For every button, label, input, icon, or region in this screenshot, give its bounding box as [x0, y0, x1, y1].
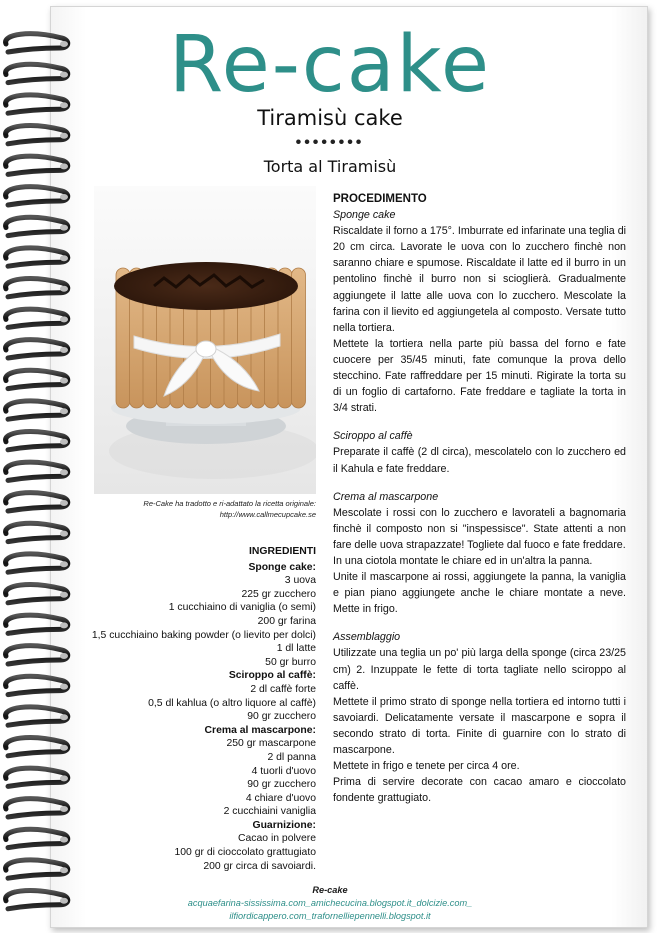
binding-hole — [60, 316, 68, 322]
paragraph: Utilizzate una teglia un po' più larga della sponge (circa 23/25 cm) 2. Inzuppate le fette di torta tagliate nello sciroppo al caffè. — [333, 647, 626, 692]
binding-hole — [60, 133, 68, 139]
footer-brand: Re-cake — [312, 885, 348, 895]
section-heading: Sciroppo al caffè: — [228, 670, 316, 682]
spiral-ring — [6, 401, 68, 419]
ingredient-item: Cacao in polvere — [238, 833, 316, 845]
ingredient-item: 1 dl latte — [276, 643, 316, 655]
section-title: Crema al mascarpone — [333, 490, 439, 503]
spiral-ring — [6, 860, 68, 878]
paragraph: Preparate il caffè (2 dl circa), mescolatelo con lo zucchero ed il Kahula e fate freddare. — [333, 446, 626, 475]
spiral-ring — [6, 585, 68, 603]
spiral-ring — [6, 248, 68, 266]
ingredients-heading: INGREDIENTI — [249, 546, 316, 557]
ingredient-item: 4 chiare d'uovo — [245, 792, 316, 804]
paragraph: In una ciotola montate le chiare ed in un'altra la panna. — [333, 554, 593, 567]
spiral-ring — [6, 646, 68, 664]
binding-hole — [60, 194, 68, 200]
spiral-ring — [6, 309, 68, 327]
ingredients-list — [60, 545, 316, 873]
spiral-ring — [6, 707, 68, 725]
spiral-ring — [6, 523, 68, 541]
ingredient-group — [60, 683, 316, 724]
ingredient-item: 90 gr zucchero — [247, 711, 316, 723]
ingredient-item: 90 gr zucchero — [247, 779, 316, 791]
tiramisu-cake-image — [94, 186, 316, 494]
paragraph: Mettete la tortiera nella parte più bassa del forno e fate cuocere per 35/45 minuti, fate comunque la prova dello stecchino. Fate raffreddare per 15 minuti. Rigirate la torta su di un foglio di cartaforno. Fate freddare e tagliate la torta in 3/4 strati. — [333, 337, 626, 415]
procedure-heading: PROCEDIMENTO — [333, 193, 427, 205]
spiral-ring — [6, 370, 68, 388]
spiral-ring — [6, 340, 68, 358]
spiral-ring — [6, 156, 68, 174]
caption-link: http://www.callmecupcake.se — [219, 510, 316, 519]
ingredient-item: 250 gr mascarpone — [226, 738, 316, 750]
spiral-ring — [6, 217, 68, 235]
ingredient-item: 1 cucchiaino di vaniglia (o semi) — [168, 602, 316, 614]
ingredient-item: 200 gr farina — [257, 615, 316, 627]
paragraph: Mettete il primo strato di sponge nella tortiera ed intorno tutti i savoiardi. Delicatamente versate il mascarpone e sopra il secondo strato di torta. Finite di guarnire con lo strato di mascarpone. — [333, 695, 626, 756]
ingredient-item: 100 gr di cioccolato grattugiato — [174, 847, 316, 859]
spiral-ring — [6, 462, 68, 480]
paragraph: Mettete in frigo e tenete per circa 4 ore. — [333, 760, 520, 773]
ingredient-item: 0,5 dl kahlua (o altro liquore al caffè) — [148, 697, 316, 709]
paragraph: Riscaldate il forno a 175°. Imburrate ed infarinate una teglia di 20 cm circa. Lavorate le uova con lo zucchero finchè non saranno chiare e spumose. Riscaldate il latte ed il burro in un pentolino finchè il burro non si scioglierà. Gradualmente aggiungete il latte alle uova con lo zucchero. Mescolate la farina con il lievito ed aggiungetela al composto. Versate tutto nella tortiera. — [333, 225, 627, 334]
title-divider-dots: •••••••• — [295, 134, 365, 151]
ingredient-item: 2 cucchiaini vaniglia — [223, 806, 316, 818]
ingredient-group — [60, 737, 316, 819]
section-title: Assemblaggio — [333, 631, 401, 644]
spiral-ring — [6, 676, 68, 694]
spiral-ring — [6, 829, 68, 847]
spiral-ring — [6, 95, 68, 113]
spiral-ring — [6, 64, 68, 82]
spiral-ring — [6, 799, 68, 817]
cake-photo — [94, 186, 316, 494]
spiral-ring — [6, 493, 68, 511]
logo-recake: Re-cake — [169, 20, 491, 110]
paragraph: Unite il mascarpone ai rossi, aggiungete la panna, la vaniglia e pian piano aggiungete anche le chiare montate a neve. Mette in frigo. — [333, 571, 626, 616]
ingredient-item: 50 gr burro — [265, 656, 316, 668]
spiral-ring — [6, 279, 68, 297]
recipe-title: Tiramisù cake — [257, 106, 403, 130]
binding-hole — [60, 378, 68, 384]
binding-hole — [60, 531, 68, 537]
binding-hole — [60, 163, 68, 169]
binding-hole — [60, 286, 68, 292]
ingredient-item: 4 tuorli d'uovo — [251, 765, 316, 777]
spiral-ring — [6, 554, 68, 572]
binding-hole — [60, 225, 68, 231]
procedure-text — [333, 191, 626, 806]
ingredient-item: 200 gr circa di savoiardi. — [203, 860, 316, 872]
spiral-ring — [6, 768, 68, 786]
section-heading: Sponge cake: — [248, 561, 316, 573]
section-heading: Crema al mascarpone: — [204, 724, 316, 736]
footer-sites: acquaefarina-sississima.com_amichecucina.blogspot.it_dolcizie.com_ — [187, 898, 473, 908]
ingredient-item: 2 dl caffè forte — [250, 683, 316, 695]
caption-credit: Re-Cake ha tradotto e ri-adattato la ricetta originale: — [143, 499, 316, 508]
footer-sites: ilfiordicappero.com_trafornelliepennelli.blogspot.it — [229, 911, 431, 921]
binding-hole — [60, 439, 68, 445]
binding-hole — [60, 347, 68, 353]
binding-hole — [60, 469, 68, 475]
ingredient-group — [60, 574, 316, 669]
ingredient-item: 1,5 cucchiaino baking powder (o lievito per dolci) — [91, 629, 316, 641]
paragraph: Mescolate i rossi con lo zucchero e lavorateli a bagnomaria finchè il composto non si "inspessisce". State attenti a non fare delle uova strapazzate! Togliete dal fuoco e fate freddare. — [333, 506, 626, 551]
section-heading: Guarnizione: — [252, 819, 316, 831]
spiral-ring — [6, 187, 68, 205]
ingredient-item: 3 uova — [284, 575, 316, 587]
binding-hole — [60, 408, 68, 414]
binding-hole — [60, 500, 68, 506]
binding-hole — [60, 255, 68, 261]
recipe-subtitle: Torta al Tiramisù — [263, 157, 397, 176]
photo-caption — [94, 498, 316, 520]
footer-credits — [60, 884, 600, 923]
spiral-ring — [6, 432, 68, 450]
spiral-ring — [6, 126, 68, 144]
spiral-ring — [6, 615, 68, 633]
spiral-ring — [6, 891, 68, 909]
spiral-ring — [6, 738, 68, 756]
ingredient-group — [60, 832, 316, 873]
paragraph: Prima di servire decorate con cacao amaro e cioccolato fondente grattugiato. — [333, 776, 626, 805]
ingredient-item: 225 gr zucchero — [241, 588, 316, 600]
section-title: Sciroppo al caffè — [333, 430, 413, 443]
ingredient-item: 2 dl panna — [267, 751, 316, 763]
section-title: Sponge cake — [333, 209, 396, 222]
spiral-ring — [6, 34, 68, 52]
